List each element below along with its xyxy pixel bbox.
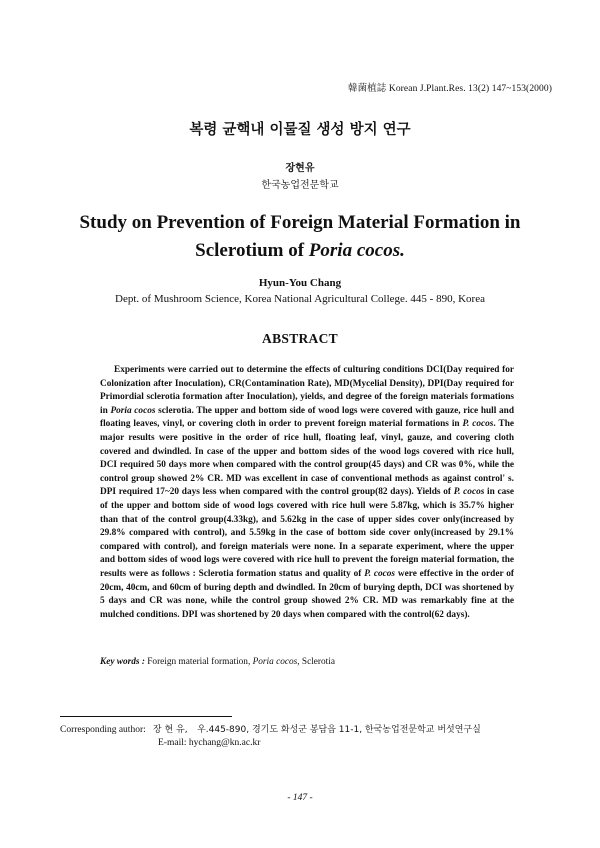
abstract-species-3: P. cocos xyxy=(453,487,485,498)
corresponding-label: Corresponding author: xyxy=(60,725,146,735)
keywords-text-2: , Sclerotia xyxy=(297,657,335,667)
abstract-species-2: P. cocos xyxy=(462,419,494,430)
english-title-species: Poria cocos. xyxy=(308,240,405,261)
abstract-text-2: sclerotia. The upper and bottom side of wood logs were covered with gauze, rice hull and floating leaves, vinyl, or covering cloth in order to prevent foreign material formations in xyxy=(100,405,515,430)
english-title-line2 xyxy=(0,237,600,265)
journal-citation: 韓菌植誌 Korean J.Plant.Res. 13(2) 147~153(2000) xyxy=(347,84,552,94)
english-affiliation: Dept. of Mushroom Science, Korea National Agricultural College. 445 - 890, Korea xyxy=(115,293,485,305)
corresponding-author xyxy=(60,722,481,735)
korean-affiliation: 한국농업전문학교 xyxy=(261,180,339,191)
keywords-species: Poria cocos xyxy=(252,657,298,667)
korean-author: 장현유 xyxy=(285,163,315,174)
page-number: - 147 - xyxy=(287,793,313,803)
abstract-text-1: Experiments were carried out to determine the effects of culturing conditions DCI(Day required for Colonization after Inoculation), CR(Contamination Rate), MD(Mycelial Density), DPI(Day required for Primordial sclerotia formation after Inoculation), yields, and degree of the foreign materials formations in xyxy=(100,365,514,416)
abstract-heading: ABSTRACT xyxy=(262,331,338,346)
corresponding-email: E-mail: hychang@kn.ac.kr xyxy=(158,738,261,748)
abstract-species-1: Poria cocos xyxy=(110,405,156,416)
english-author: Hyun-You Chang xyxy=(258,277,342,289)
abstract-text-5: were effective in the order of 20cm, 40cm, and 60cm of buring depth and dwindled. In 20cm of burying depth, DCI was shortened by 5 days and CR was none, while the control group showed 2% CR. MD was remarkably fine at the mulched conditions. DPI was shortened by 20 days when compared with the control(62 days). xyxy=(100,568,515,620)
keywords-text-1: Foreign material formation, xyxy=(144,657,253,667)
abstract-text-3: . The major results were positive in the order of rice hull, floating leaf, vinyl, gauze, and covering cloth covered and dwindled. In case of the upper and bottom sides of the wood logs covered with rice hull, DCI required 50 days more when compared with the control group(45 days) and CR was 0%, while the control group showed 2% CR. MD was excellent in case of conventional methods as against control' s. DPI required 17~20 days less when compared with the control group(82 days). Yields of xyxy=(100,419,515,498)
english-title-line2-text: Sclerotium of xyxy=(195,240,309,261)
corresponding-name: 장 현 유, xyxy=(152,725,188,735)
korean-title: 복령 균핵내 이물질 생성 방지 연구 xyxy=(189,122,411,138)
abstract-text-4: in case of the upper and bottom side of wood logs covered with rice hull were 5.87kg, which is 35.7% higher than that of the control group(4.33kg), and 5.62kg in the case of upper sides cover only(increased by 29.8% compared with control), and 5.59kg in the case of bottom side cover only(increased by 29.1% compared with control), and foreign materials were none. In a separate experiment, where the upper and bottom sides of wood logs were covered with rice hull to prevent the foreign material formation, the results were as follows : Sclerotia formation status and quality of xyxy=(100,487,515,579)
keywords xyxy=(100,657,514,667)
corresponding-address: 우.445-890, 경기도 화성군 봉담읍 11-1, 한국농업전문학교 버섯연구실 xyxy=(197,725,481,735)
english-title-line1: Study on Prevention of Foreign Material Formation in xyxy=(79,212,521,233)
keywords-label: Key words : xyxy=(100,657,145,667)
abstract-species-4: P. cocos xyxy=(364,568,396,579)
abstract-body xyxy=(100,364,514,622)
english-title xyxy=(0,209,600,265)
footnote-divider xyxy=(60,716,232,717)
